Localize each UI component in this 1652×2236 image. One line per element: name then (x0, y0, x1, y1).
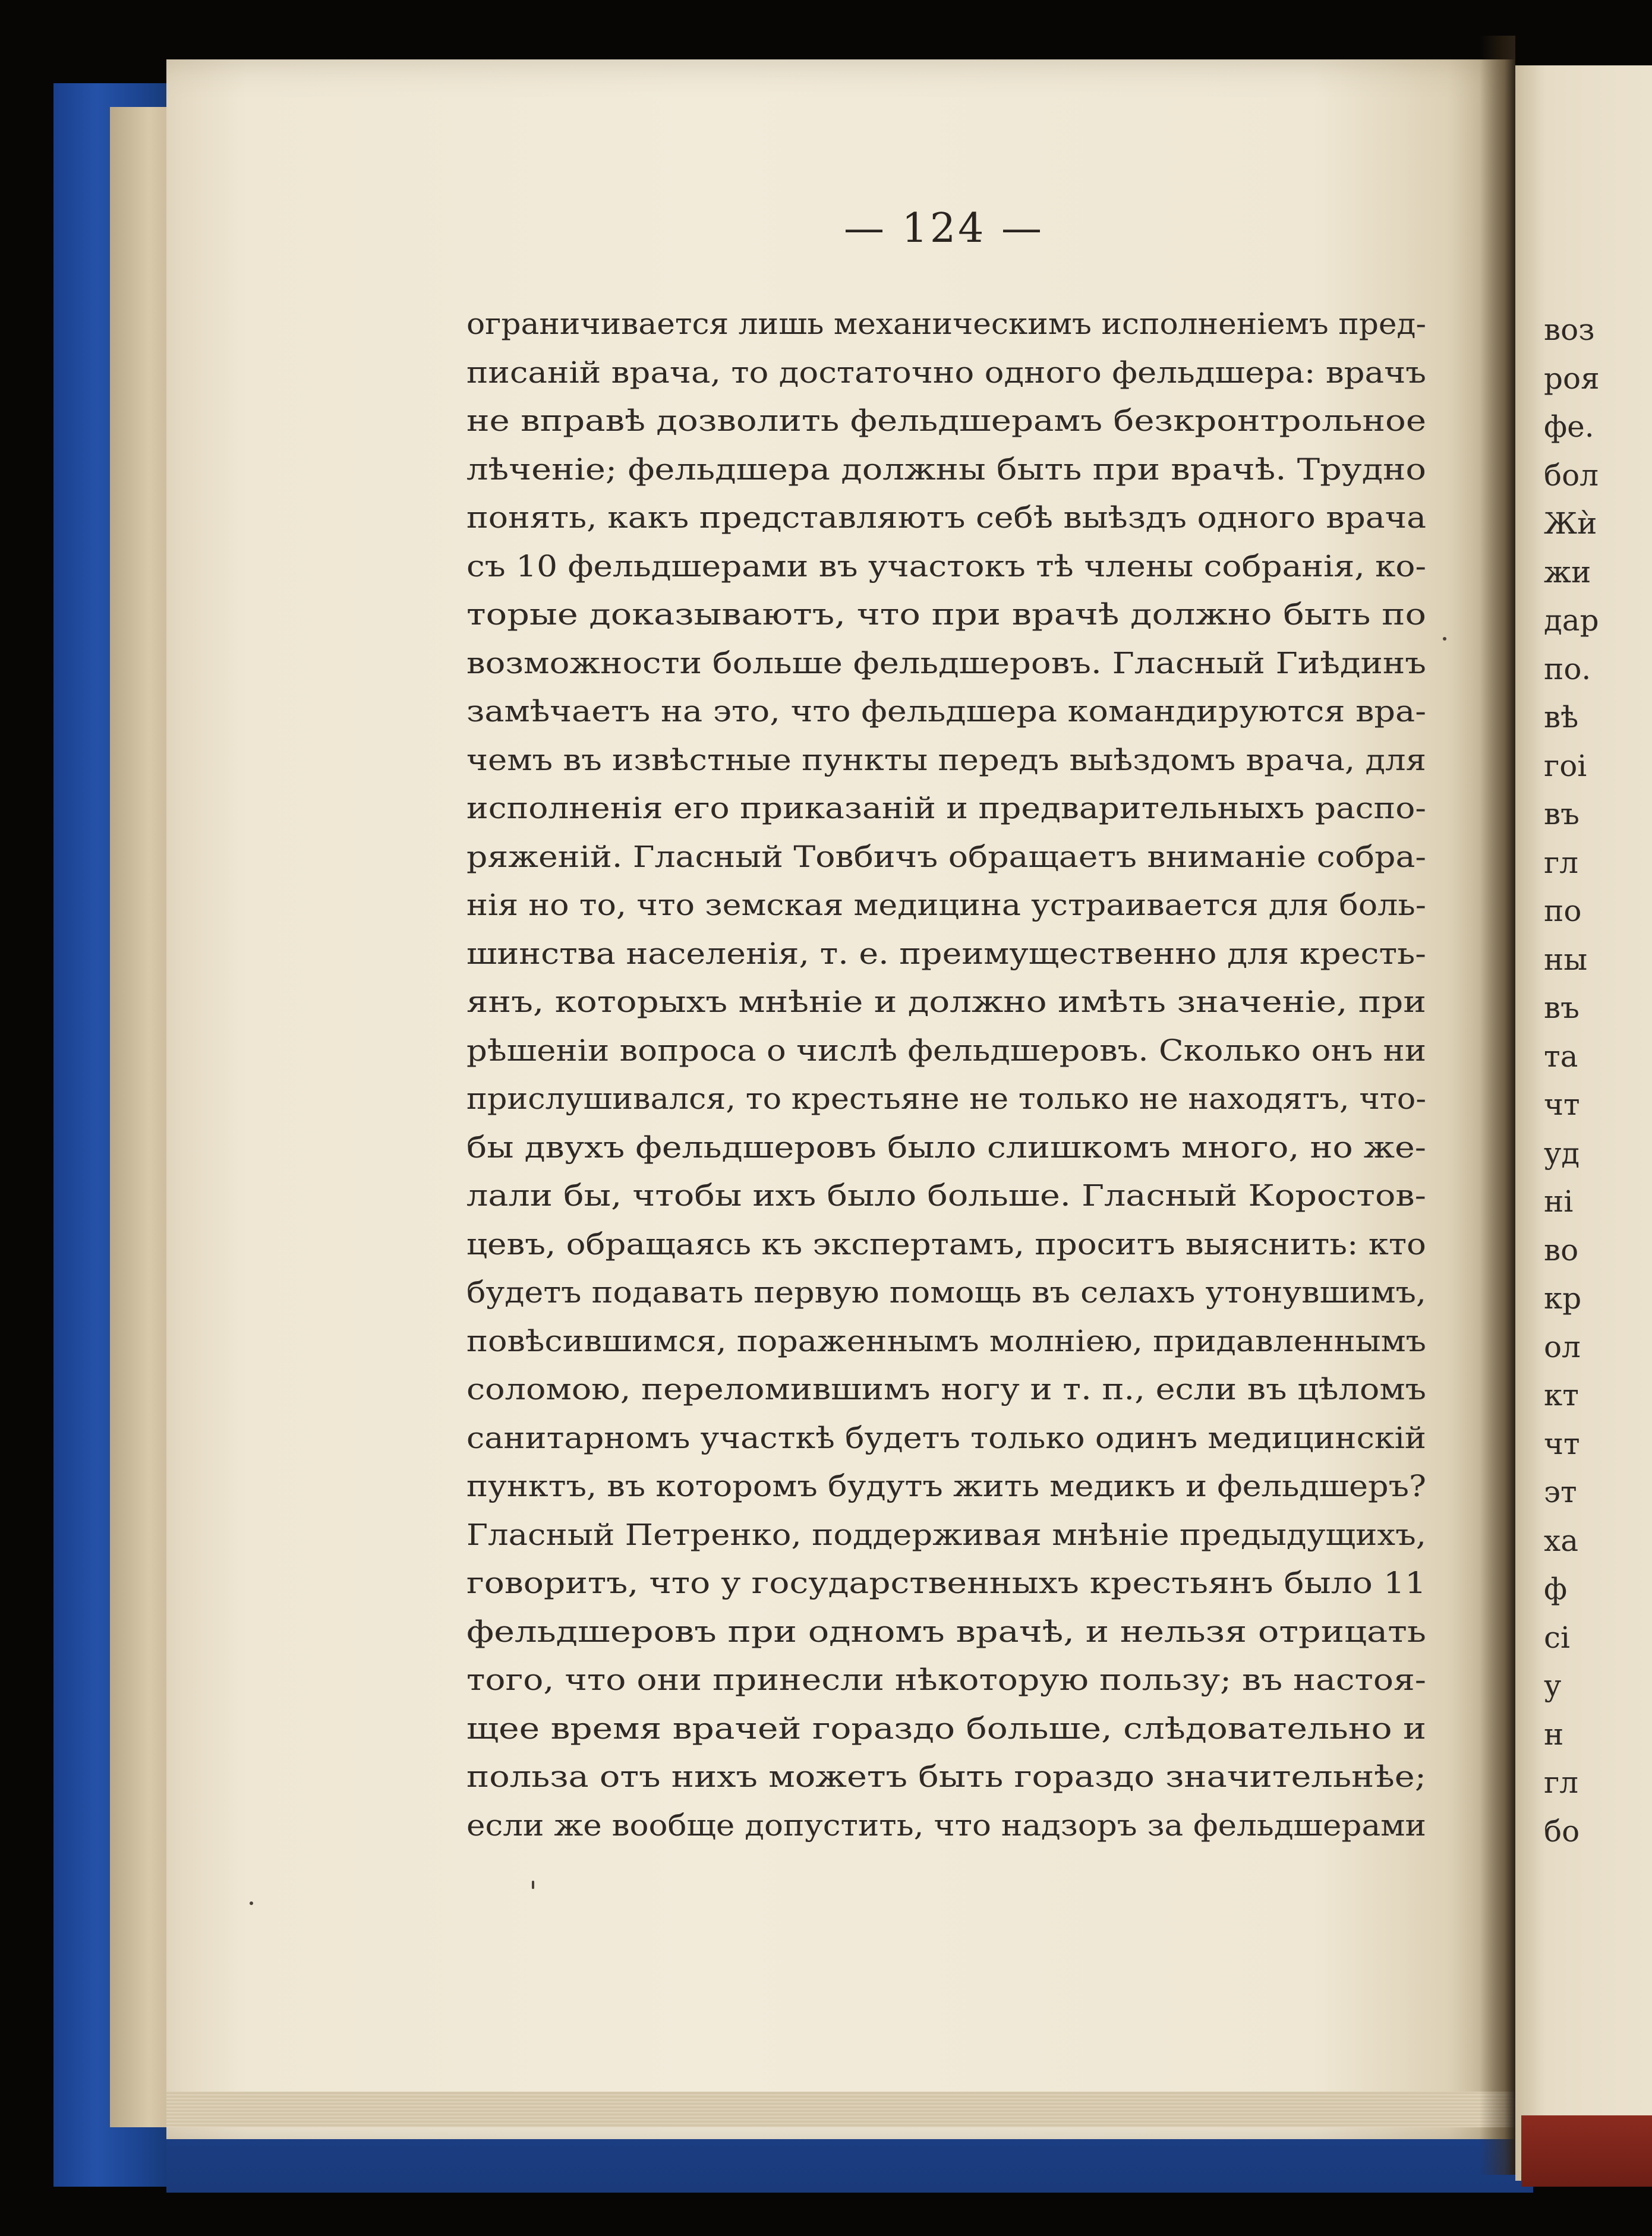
text-line-content: исполненія его приказаній и предварительныхъ распо- (466, 791, 1426, 825)
text-line-content: Гласный Петренко, поддерживая мнѣніе предыдущихъ, (466, 1517, 1426, 1552)
text-line-content: будетъ подавать первую помощь въ селахъ утонувшимъ, (466, 1275, 1426, 1310)
facing-page-fragment: фе. (1544, 409, 1594, 444)
text-line-content: если же вообще допустить, что надзоръ за фельдшерами (466, 1808, 1426, 1843)
text-line (466, 494, 1426, 543)
text-line-content: съ 10 фельдшерами въ участокъ тѣ члены собранія, ко- (466, 548, 1426, 584)
page-speck (250, 1901, 253, 1905)
text-line-content: повѣсившимся, пораженнымъ молніею, придавленнымъ (466, 1323, 1426, 1358)
facing-page-fragment: кр (1544, 1281, 1582, 1316)
page-number: — 124 — (844, 205, 1045, 252)
text-line (466, 1705, 1426, 1754)
facing-page-fragment: гл (1544, 845, 1578, 880)
facing-page-fragment: во (1544, 1232, 1579, 1267)
text-line-content: понять, какъ представляютъ себѣ выѣздъ одного врача (466, 500, 1426, 535)
facing-page-fragment: бол (1544, 458, 1599, 493)
text-line-content: санитарномъ участкѣ будетъ только одинъ медицинскій (466, 1420, 1426, 1455)
facing-page-fragment: уд (1544, 1136, 1580, 1171)
text-line (466, 1414, 1426, 1463)
text-line (466, 784, 1426, 833)
text-line (466, 1027, 1426, 1076)
facing-page-fragment: чт (1544, 1087, 1580, 1122)
facing-page-fragment: ні (1544, 1184, 1574, 1219)
text-line (466, 1317, 1426, 1366)
text-line-content: бы двухъ фельдшеровъ было слишкомъ много, но же- (466, 1130, 1426, 1165)
text-line-content: нія но то, что земская медицина устраивается для боль- (466, 888, 1426, 922)
text-line-content: рѣшеніи вопроса о числѣ фельдшеровъ. Сколько онъ ни (466, 1033, 1426, 1068)
text-line (466, 978, 1426, 1027)
facing-page-fragment: въ (1544, 991, 1580, 1025)
text-line (466, 349, 1426, 398)
text-line (466, 687, 1426, 736)
book-gutter (1480, 36, 1515, 2175)
facing-page-fragment: сі (1544, 1620, 1570, 1655)
text-line (466, 1511, 1426, 1560)
facing-page-fragment: эт (1544, 1475, 1577, 1509)
text-line-content: говоритъ, что у государственныхъ крестьянъ было 11 (466, 1566, 1426, 1600)
text-line-content: цевъ, обращаясь къ экспертамъ, проситъ выяснить: кто (466, 1226, 1426, 1262)
facing-page-fragment: чт (1544, 1426, 1580, 1461)
facing-page-fragment: бо (1544, 1814, 1580, 1849)
text-line-content: соломою, переломившимъ ногу и т. п., если въ цѣломъ (466, 1372, 1426, 1406)
page-speck (1443, 637, 1446, 641)
facing-page-text-fragments (1544, 306, 1652, 1856)
text-line (466, 1753, 1426, 1802)
text-line (466, 1802, 1426, 1850)
facing-page-fragment: кт (1544, 1378, 1579, 1412)
facing-page-fragment: ол (1544, 1329, 1581, 1364)
text-line (466, 1559, 1426, 1608)
text-line (466, 1075, 1426, 1124)
text-line (466, 1221, 1426, 1269)
text-line (466, 833, 1426, 882)
text-line (466, 397, 1426, 446)
page-marker-strip (1521, 2115, 1652, 2187)
facing-page-fragment: роя (1544, 361, 1600, 396)
text-line (466, 1269, 1426, 1317)
text-line (466, 736, 1426, 785)
text-line-content: того, что они принесли нѣкоторую пользу; въ настоя- (466, 1663, 1426, 1697)
facing-page-fragment: у (1544, 1669, 1562, 1703)
text-line-content: чемъ въ извѣстные пункты передъ выѣздомъ врача, для (466, 742, 1426, 777)
text-line (466, 1124, 1426, 1172)
page-speck (532, 1881, 534, 1889)
text-line-content: лали бы, чтобы ихъ было больше. Гласный Коростов- (466, 1178, 1426, 1213)
text-line-content: фельдшеровъ при одномъ врачѣ, и нельзя отрицать (466, 1614, 1426, 1649)
text-line-content: лѣченіе; фельдшера должны быть при врачѣ. Трудно (466, 452, 1426, 487)
facing-page-fragment: гоі (1544, 748, 1587, 783)
text-line-content: пунктъ, въ которомъ будутъ жить медикъ и фельдшеръ? (466, 1469, 1426, 1503)
body-text (466, 300, 1426, 1850)
text-line (466, 881, 1426, 930)
text-line-content: замѣчаетъ на это, что фельдшера командируются вра- (466, 694, 1426, 728)
endpaper (110, 107, 175, 2127)
facing-page-fragment: въ (1544, 797, 1580, 831)
facing-page-fragment: дар (1544, 603, 1599, 638)
text-line (466, 300, 1426, 349)
text-line (466, 1656, 1426, 1705)
text-line-content: не вправѣ дозволить фельдшерамъ безкронтрольное (466, 403, 1426, 438)
facing-page-fragment: Жѝ (1544, 506, 1597, 541)
text-line-content: щее время врачей гораздо больше, слѣдовательно и (466, 1711, 1426, 1746)
facing-page-fragment: ны (1544, 942, 1588, 977)
facing-page-fragment: та (1544, 1039, 1578, 1074)
facing-page-fragment: н (1544, 1717, 1564, 1752)
text-line (466, 1172, 1426, 1221)
text-line-content: ограничивается лишь механическимъ исполненіемъ пред- (466, 307, 1426, 341)
facing-page-fragment: жи (1544, 554, 1591, 589)
text-line-content: возможности больше фельдшеровъ. Гласный Гиѣдинъ (466, 645, 1426, 680)
text-line-content: польза отъ нихъ можетъ быть гораздо значительнѣе; (466, 1759, 1426, 1794)
text-line-content: писаній врача, то достаточно одного фельдшера: врачъ (466, 355, 1426, 390)
facing-page-fragment: воз (1544, 313, 1595, 347)
facing-page-fragment: по (1544, 894, 1582, 928)
text-line-content: шинства населенія, т. е. преимущественно для кресть- (466, 936, 1426, 971)
text-line-content: торые доказываютъ, что при врачѣ должно быть по (466, 597, 1426, 632)
facing-page-fragment: гл (1544, 1765, 1578, 1800)
facing-page-fragment: ф (1544, 1572, 1568, 1606)
facing-page-fragment: вѣ (1544, 700, 1579, 734)
text-line (466, 1365, 1426, 1414)
text-line-content: прислушивался, то крестьяне не только не находятъ, что- (466, 1081, 1426, 1116)
facing-page-fragment: ха (1544, 1523, 1579, 1558)
text-line (466, 639, 1426, 688)
text-line (466, 446, 1426, 494)
text-line (466, 591, 1426, 639)
text-line-content: ряженій. Гласный Товбичъ обращаетъ вниманіе собра- (466, 839, 1426, 874)
text-line-content: янъ, которыхъ мнѣніе и должно имѣть значеніе, при (466, 985, 1426, 1019)
text-line (466, 543, 1426, 591)
text-line (466, 930, 1426, 979)
facing-page-fragment: по. (1544, 651, 1591, 686)
text-line (466, 1462, 1426, 1511)
page-edges (166, 2092, 1515, 2127)
text-line (466, 1608, 1426, 1657)
